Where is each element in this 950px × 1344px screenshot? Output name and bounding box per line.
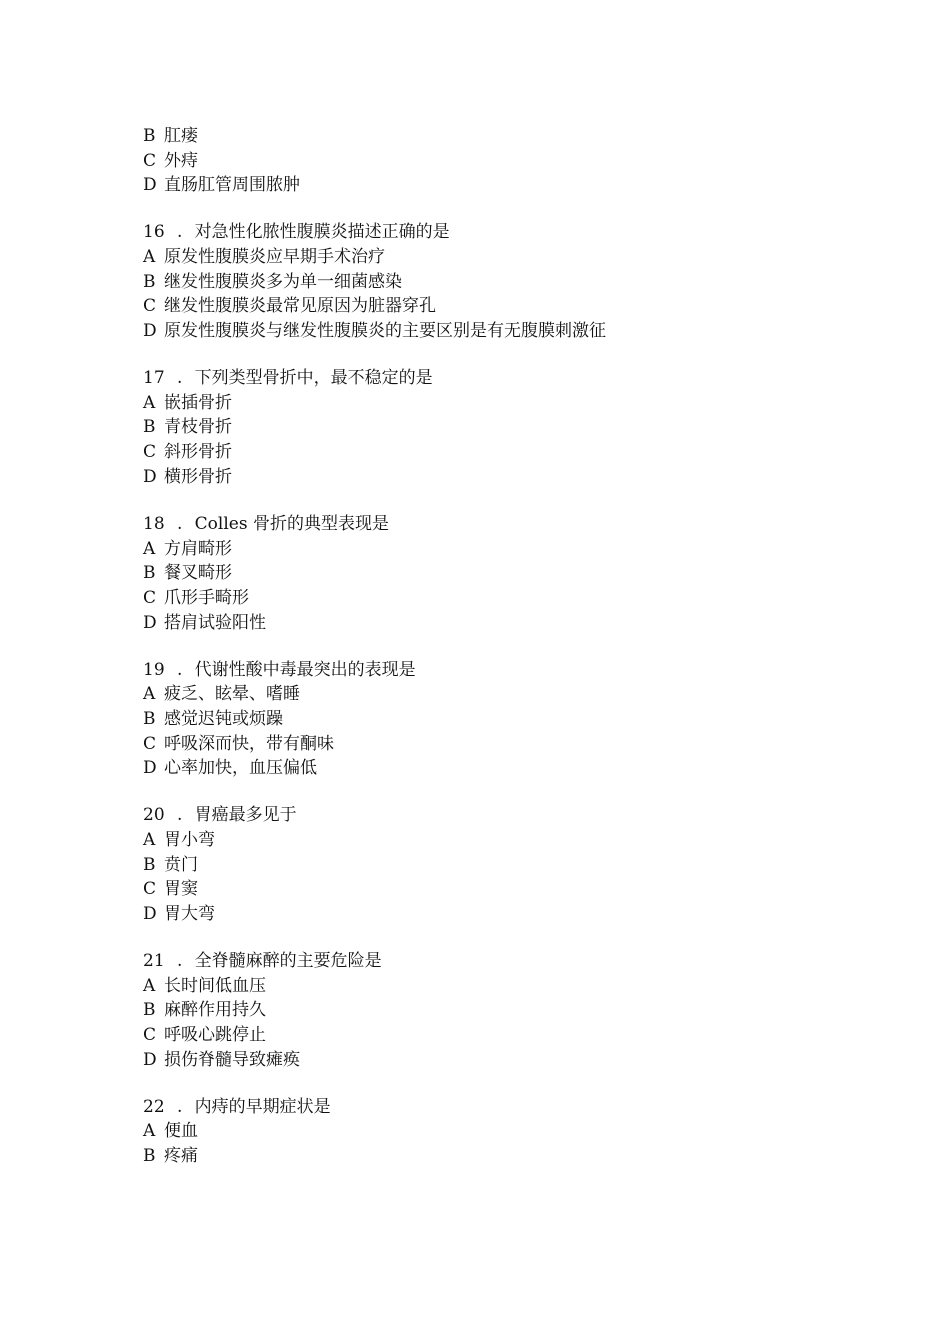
question-22: [143, 1095, 843, 1169]
question-text: Colles 骨折的典型表现是: [194, 513, 389, 534]
option-line: [143, 1144, 843, 1169]
question-16: [143, 220, 843, 343]
option-line: [143, 974, 843, 999]
question-gap: [143, 344, 843, 366]
option-letter: B: [143, 1000, 156, 1021]
option-letter: D: [143, 321, 157, 342]
option-line: [143, 611, 843, 636]
question-stem: [143, 803, 843, 828]
option-letter: A: [143, 392, 156, 413]
question-dot: .: [176, 659, 183, 680]
option-line: [143, 1048, 843, 1073]
question-list: [143, 198, 843, 1169]
option-letter: B: [143, 1146, 156, 1167]
option-text: 呼吸心跳停止: [164, 1025, 266, 1046]
question-dot: .: [176, 513, 183, 534]
question-text: 对急性化脓性腹膜炎描述正确的是: [194, 222, 450, 243]
option-text: 嵌插骨折: [164, 392, 232, 413]
question-dot: .: [176, 805, 183, 826]
option-letter: D: [143, 612, 157, 633]
option-letter: D: [143, 175, 157, 196]
option-letter: B: [143, 708, 156, 729]
option-text: 肛瘘: [164, 126, 198, 146]
option-line: [143, 828, 843, 853]
option-letter: B: [143, 126, 156, 146]
option-text: 斜形骨折: [164, 442, 232, 463]
option-line: [143, 877, 843, 902]
option-letter: D: [143, 904, 157, 925]
question-number: 22: [143, 1096, 165, 1117]
option-line: [143, 149, 843, 174]
question-number: 20: [143, 805, 165, 826]
leading-options: [143, 124, 843, 198]
option-text: 原发性腹膜炎与继发性腹膜炎的主要区别是有无腹膜刺激征: [164, 321, 606, 342]
question-number: 17: [143, 368, 165, 389]
question-stem: [143, 658, 843, 683]
option-text: 外痔: [164, 150, 198, 171]
option-line: [143, 294, 843, 319]
option-text: 感觉迟钝或烦躁: [164, 708, 283, 729]
question-text: 全脊髓麻醉的主要危险是: [194, 951, 382, 972]
question-stem: [143, 949, 843, 974]
option-text: 胃小弯: [164, 829, 215, 850]
option-line: [143, 440, 843, 465]
option-text: 横形骨折: [164, 466, 232, 487]
question-stem: [143, 1095, 843, 1120]
option-text: 呼吸深而快，带有酮味: [164, 733, 334, 754]
option-line: [143, 1119, 843, 1144]
option-line: [143, 270, 843, 295]
option-letter: D: [143, 1049, 157, 1070]
option-line: [143, 173, 843, 198]
question-text: 代谢性酸中毒最突出的表现是: [194, 659, 416, 680]
option-line: [143, 682, 843, 707]
option-letter: B: [143, 563, 156, 584]
question-number: 21: [143, 951, 165, 972]
option-text: 继发性腹膜炎多为单一细菌感染: [164, 271, 402, 292]
option-text: 长时间低血压: [164, 975, 266, 996]
question-18: [143, 512, 843, 635]
option-letter: A: [143, 247, 156, 268]
question-stem: [143, 220, 843, 245]
exam-page: [143, 124, 843, 1169]
question-text: 内痔的早期症状是: [194, 1096, 331, 1117]
option-text: 搭肩试验阳性: [164, 612, 266, 633]
option-text: 胃大弯: [164, 904, 215, 925]
option-line: [143, 853, 843, 878]
option-line: [143, 1023, 843, 1048]
option-letter: D: [143, 758, 157, 779]
question-gap: [143, 927, 843, 949]
option-text: 青枝骨折: [164, 417, 232, 438]
option-line: [143, 998, 843, 1023]
option-line: [143, 391, 843, 416]
question-17: [143, 366, 843, 489]
option-text: 直肠肛管周围脓肿: [164, 175, 300, 196]
option-text: 麻醉作用持久: [164, 1000, 266, 1021]
option-text: 疲乏、眩晕、嗜睡: [164, 684, 300, 705]
option-line: [143, 319, 843, 344]
option-line: [143, 465, 843, 490]
option-text: 胃窦: [164, 879, 198, 900]
option-text: 继发性腹膜炎最常见原因为脏器穿孔: [164, 296, 436, 317]
option-line: [143, 732, 843, 757]
question-gap: [143, 635, 843, 657]
option-line: [143, 707, 843, 732]
option-line: [143, 756, 843, 781]
question-number: 19: [143, 659, 165, 680]
option-text: 损伤脊髓导致瘫痪: [164, 1049, 300, 1070]
question-gap: [143, 198, 843, 220]
option-text: 方肩畸形: [164, 538, 232, 559]
question-text: 胃癌最多见于: [194, 805, 297, 826]
option-text: 便血: [164, 1121, 198, 1142]
option-letter: C: [143, 1025, 157, 1046]
question-number: 18: [143, 513, 165, 534]
option-letter: C: [143, 150, 157, 171]
option-letter: C: [143, 879, 157, 900]
question-gap: [143, 1072, 843, 1094]
option-text: 心率加快，血压偏低: [164, 758, 317, 779]
question-21: [143, 949, 843, 1072]
question-text: 下列类型骨折中，最不稳定的是: [194, 368, 433, 389]
option-line: [143, 561, 843, 586]
option-line: [143, 537, 843, 562]
question-gap: [143, 781, 843, 803]
option-letter: D: [143, 466, 157, 487]
option-letter: A: [143, 975, 156, 996]
option-text: 餐叉畸形: [164, 563, 232, 584]
question-gap: [143, 490, 843, 512]
question-stem: [143, 512, 843, 537]
option-letter: C: [143, 587, 157, 608]
question-19: [143, 658, 843, 781]
option-letter: A: [143, 538, 156, 559]
option-letter: A: [143, 684, 156, 705]
option-text: 原发性腹膜炎应早期手术治疗: [164, 247, 385, 268]
option-text: 贲门: [164, 854, 198, 875]
option-line: [143, 586, 843, 611]
question-dot: .: [176, 368, 183, 389]
option-text: 疼痛: [164, 1146, 198, 1167]
option-letter: C: [143, 442, 157, 463]
question-dot: .: [176, 951, 183, 972]
option-letter: A: [143, 829, 156, 850]
question-dot: .: [176, 222, 183, 243]
option-line: [143, 245, 843, 270]
option-line: [143, 124, 843, 149]
option-text: 爪形手畸形: [164, 587, 249, 608]
option-letter: B: [143, 271, 156, 292]
option-line: [143, 902, 843, 927]
option-letter: C: [143, 733, 157, 754]
option-letter: C: [143, 296, 157, 317]
question-number: 16: [143, 222, 165, 243]
question-stem: [143, 366, 843, 391]
option-letter: B: [143, 854, 156, 875]
option-line: [143, 415, 843, 440]
option-letter: A: [143, 1121, 156, 1142]
question-dot: .: [176, 1096, 183, 1117]
question-20: [143, 803, 843, 926]
option-letter: B: [143, 417, 156, 438]
